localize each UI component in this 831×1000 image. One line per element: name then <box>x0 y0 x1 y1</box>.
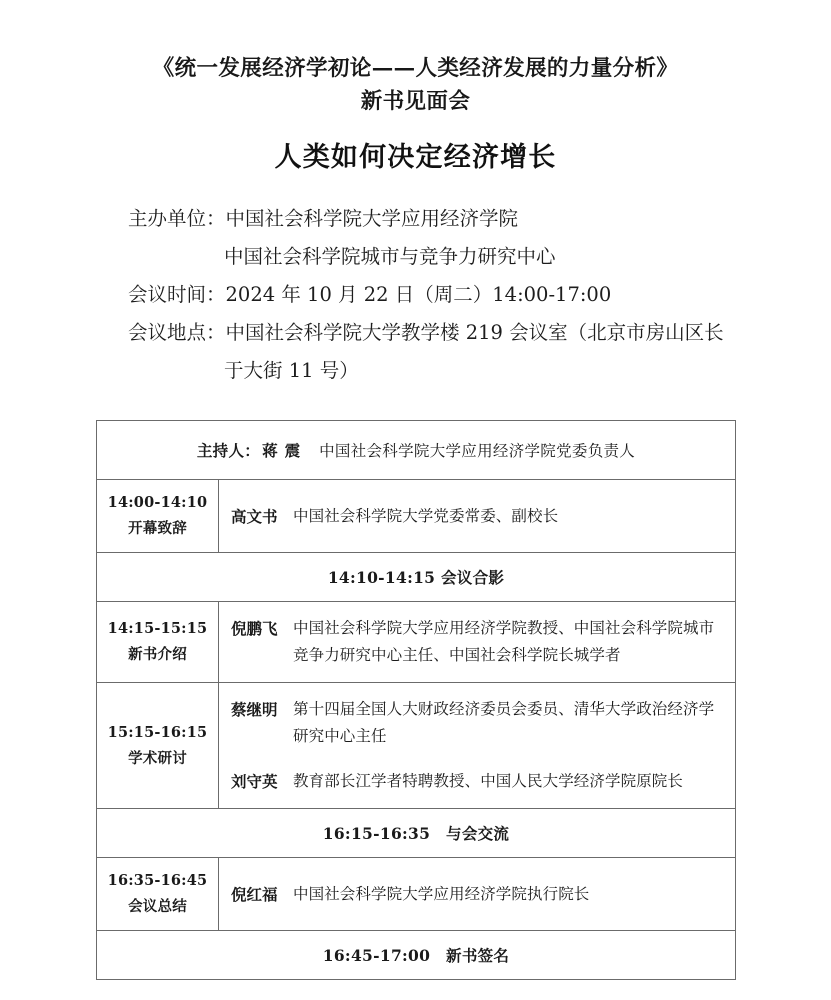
agenda-speaker-cell <box>219 683 736 809</box>
speaker-affiliation: 中国社会科学院大学党委常委、副校长 <box>293 506 559 525</box>
speaker-entry <box>231 878 721 911</box>
organizer-row-secondary <box>128 238 741 276</box>
organizer-value-line2: 中国社会科学院城市与竞争力研究中心 <box>224 245 556 268</box>
agenda-topic: 学术研讨 <box>128 749 187 767</box>
table-row <box>97 809 736 858</box>
agenda-table <box>96 420 736 980</box>
agenda-full-width-cell: 14:10-14:15 会议合影 <box>97 553 736 602</box>
speaker-entry <box>231 693 721 753</box>
agenda-time-range: 15:15-16:15 <box>107 723 208 741</box>
table-row <box>97 553 736 602</box>
speaker-affiliation: 中国社会科学院大学应用经济学院教授、中国社会科学院城市竞争力研究中心主任、中国社会科学院长城学者 <box>293 619 715 664</box>
speaker-affiliation: 第十四届全国人大财政经济委员会委员、清华大学政治经济学研究中心主任 <box>293 700 715 745</box>
agenda-speaker-cell <box>219 480 736 553</box>
speaker-name: 蔡继明 <box>231 700 278 719</box>
organizer-value-line1: 中国社会科学院大学应用经济学院 <box>225 207 519 230</box>
agenda-table-wrapper <box>96 420 736 980</box>
agenda-topic: 会议总结 <box>128 898 187 915</box>
meeting-time-row <box>128 276 741 314</box>
agenda-speaker-cell <box>219 602 736 683</box>
table-row <box>97 858 736 931</box>
agenda-table-body <box>97 421 736 980</box>
agenda-topic: 新书介绍 <box>128 646 187 663</box>
host-affiliation: 中国社会科学院大学应用经济学院党委负责人 <box>319 442 636 460</box>
meeting-place-row <box>128 314 741 352</box>
book-title: 《统一发展经济学初论——人类经济发展的力量分析》 <box>152 56 679 81</box>
table-row <box>97 683 736 809</box>
agenda-time-range: 14:15-15:15 <box>107 620 208 637</box>
meta-info-block <box>0 200 831 390</box>
host-label: 主持人： <box>196 441 261 460</box>
agenda-full-width-cell: 16:15-16:35 与会交流 <box>97 809 736 858</box>
page-title: 人类如何决定经济增长 <box>274 142 557 173</box>
agenda-time-cell <box>97 602 219 683</box>
meeting-place-value-line1: 中国社会科学院大学教学楼 219 会议室（北京市房山区长 <box>225 321 724 344</box>
speaker-name: 高文书 <box>231 506 278 526</box>
agenda-time-range: 14:00-14:10 <box>107 494 208 511</box>
agenda-full-width-cell: 16:45-17:00 新书签名 <box>97 931 736 980</box>
speaker-name: 倪红福 <box>231 884 278 904</box>
organizer-label: 主办单位： <box>128 207 226 230</box>
agenda-time-cell <box>97 480 219 553</box>
speaker-affiliation: 中国社会科学院大学应用经济学院执行院长 <box>293 884 590 903</box>
agenda-topic: 开幕致辞 <box>128 520 187 537</box>
table-row <box>97 931 736 980</box>
speaker-entry <box>231 765 721 798</box>
table-row <box>97 421 736 480</box>
meeting-place-label: 会议地点： <box>128 321 226 344</box>
event-type-subtitle: 新书见面会 <box>360 89 471 114</box>
title-block <box>0 0 831 176</box>
table-row <box>97 480 736 553</box>
table-row <box>97 602 736 683</box>
speaker-affiliation: 教育部长江学者特聘教授、中国人民大学经济学院原院长 <box>293 772 684 790</box>
organizer-row <box>128 200 741 238</box>
meeting-place-row-secondary <box>128 352 741 390</box>
speaker-name: 刘守英 <box>231 772 278 791</box>
speaker-entry <box>231 612 721 672</box>
meeting-place-value-line2: 于大街 11 号） <box>224 359 359 382</box>
agenda-speaker-cell <box>219 858 736 931</box>
speaker-name: 倪鹏飞 <box>231 619 278 638</box>
speaker-entry <box>231 500 721 533</box>
host-name: 蒋震 <box>262 441 308 460</box>
host-cell <box>97 421 736 480</box>
agenda-time-range: 16:35-16:45 <box>107 872 208 889</box>
agenda-time-cell <box>97 858 219 931</box>
agenda-time-cell <box>97 683 219 809</box>
meeting-time-label: 会议时间： <box>128 283 226 306</box>
meeting-time-value: 2024 年 10 月 22 日（周二）14:00-17:00 <box>225 283 612 306</box>
